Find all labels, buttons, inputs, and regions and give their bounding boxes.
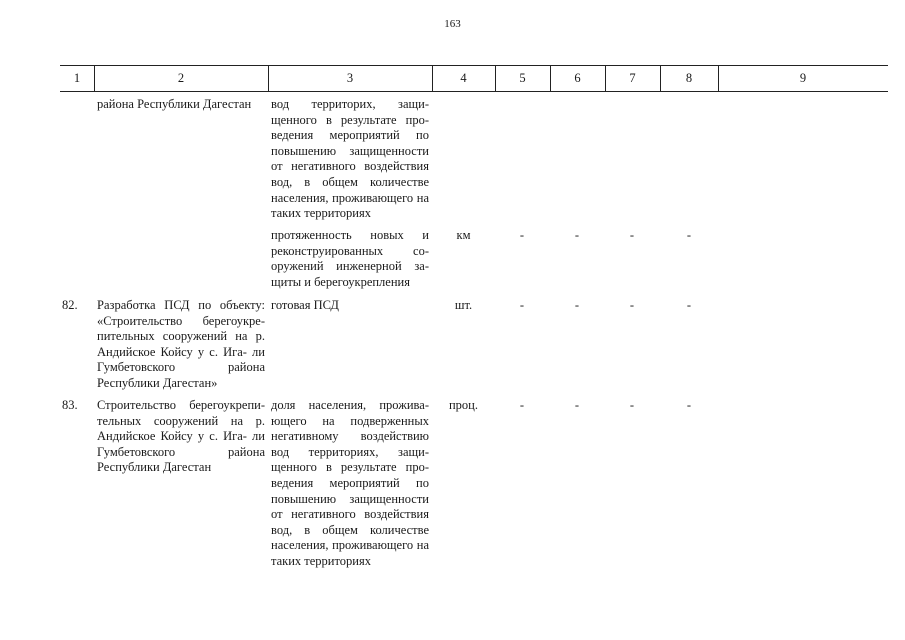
- row-number: 82.: [62, 298, 78, 312]
- object-name-cell: Строительство берегоукрепи- тельных сооружений на р. Андийское Койсу у с. Ига- ли Гумбетовского района Республики Дагестан: [97, 398, 265, 475]
- column-header-7: 7: [629, 71, 636, 85]
- value-cell-col6: -: [574, 228, 580, 242]
- indicator-cell: вод территорих, защи- щенного в результате про- ведения мероприятий по повышению защищенности от негативного воздействия вод, в общем количестве населения, проживающего на таких территориях: [271, 97, 429, 221]
- indicator-cell: готовая ПСД: [271, 298, 339, 312]
- value-cell-col6: -: [574, 298, 580, 312]
- column-header-3: 3: [346, 71, 354, 85]
- page-number: 163: [444, 18, 461, 30]
- indicator-cell: доля населения, прожива- ющего на подверженных негативному воздействию вод территориях, защи- щенного в результате про- ведения мероприятий по повышению защищенности от негативного воздействия вод, в общем количестве населения, проживающего на таких территориях: [271, 398, 429, 568]
- value-cell-col5: -: [519, 398, 525, 412]
- value-cell-col8: -: [686, 398, 692, 412]
- value-cell-col6: -: [574, 398, 580, 412]
- unit-cell: проц.: [448, 398, 478, 412]
- indicator-cell: протяженность новых и реконструированных со- оружений инженерной за- щиты и берегоукрепления: [271, 228, 429, 289]
- table-header-bottom-border: [60, 91, 888, 92]
- unit-cell: км: [456, 228, 471, 242]
- row-number: 83.: [62, 398, 78, 412]
- column-header-4: 4: [460, 71, 467, 85]
- column-header-8: 8: [685, 71, 693, 85]
- column-header-1: 1: [73, 71, 81, 85]
- column-header-5: 5: [519, 71, 526, 85]
- value-cell-col8: -: [686, 298, 692, 312]
- value-cell-col5: -: [519, 228, 525, 242]
- unit-cell: шт.: [454, 298, 473, 312]
- column-header-6: 6: [574, 71, 581, 85]
- object-name-cell: Разработка ПСД по объекту: «Строительство берегоукре- пительных сооружений на р. Андийское Койсу у с. Ига- ли Гумбетовского района Республики Дагестан»: [97, 298, 265, 390]
- value-cell-col7: -: [629, 298, 635, 312]
- value-cell-col7: -: [629, 228, 635, 242]
- value-cell-col8: -: [686, 228, 692, 242]
- value-cell-col7: -: [629, 398, 635, 412]
- object-name-cell: района Республики Дагестан: [97, 97, 252, 111]
- column-header-9: 9: [799, 71, 807, 85]
- value-cell-col5: -: [519, 298, 525, 312]
- column-header-2: 2: [177, 71, 185, 85]
